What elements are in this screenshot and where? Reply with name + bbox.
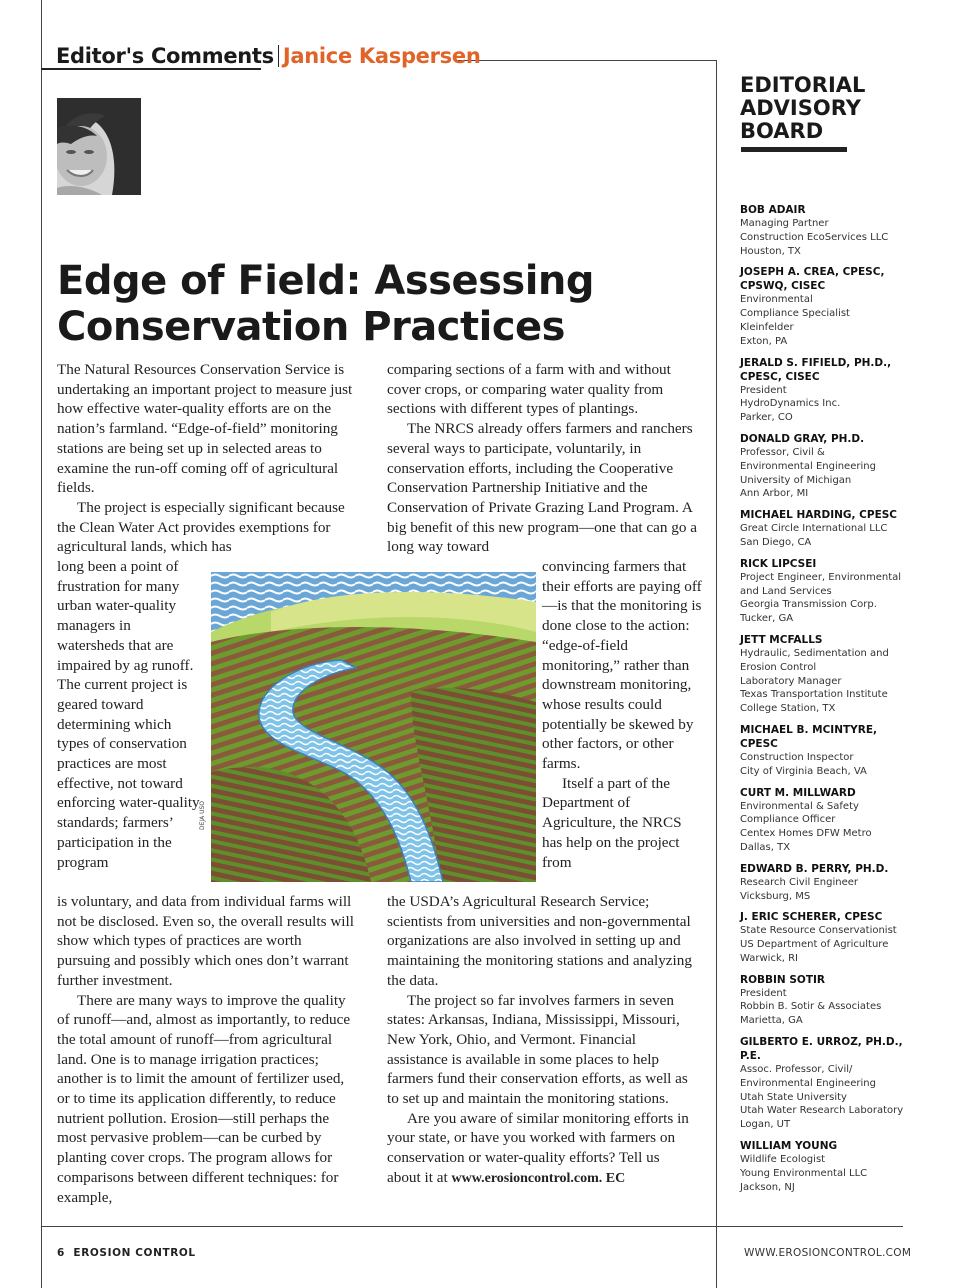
board-member-detail: Vicksburg, MS <box>740 890 811 902</box>
paragraph-4-wrap: convincing farmers that their efforts are paying off—is that the monitoring is done close to the action: “edge-of-field monitoring,” rather than downstream monitoring, whose results could potentially be skewed by other factors, or other farms. <box>542 558 702 773</box>
board-member <box>740 356 912 425</box>
article-column-1-wrap <box>57 557 202 872</box>
board-member <box>740 432 912 501</box>
article-column-2-wrap <box>542 557 702 872</box>
board-member-detail: Jackson, NJ <box>740 1181 795 1193</box>
paragraph-3: There are many ways to improve the quality of runoff—and, almost as importantly, to reduce the total amount of runoff—from agricultural land. One is to manage irrigation practices; another is to limit the amount of fertilizer used, or to time its application differently, to reduce nutrient pollution. Erosion—still perhaps the most pervasive problem—can be curbed by planting cover crops. The program allows for comparisons between different techniques: for example, <box>57 991 351 1206</box>
board-member-detail: Marietta, GA <box>740 1015 803 1027</box>
board-member-detail: Laboratory Manager <box>740 675 842 687</box>
board-member-detail: US Department of Agriculture <box>740 939 889 951</box>
section-header <box>56 44 480 68</box>
footer-website[interactable]: WWW.EROSIONCONTROL.COM <box>744 1247 912 1259</box>
title-line-1: Edge of Field: Assessing <box>57 258 595 304</box>
board-member-detail: Exton, PA <box>740 335 788 347</box>
board-member-name: JETT MCFALLS <box>740 633 823 646</box>
board-member <box>740 973 912 1028</box>
board-title <box>740 74 865 143</box>
board-member <box>740 1139 912 1194</box>
board-member-detail: Environmental & Safety <box>740 800 859 812</box>
farm-field-illustration <box>211 572 536 882</box>
article-column-2-bottom <box>387 892 697 1189</box>
board-member-detail: President <box>740 987 787 999</box>
board-member <box>740 786 912 855</box>
author-name: Janice Kaspersen <box>282 44 481 68</box>
board-member-name: J. ERIC SCHERER, CPESC <box>740 911 883 924</box>
column-divider <box>716 60 717 1288</box>
board-member-detail: Assoc. Professor, Civil/ <box>740 1064 853 1076</box>
board-member-detail: Utah State University <box>740 1091 847 1103</box>
section-label: Editor's Comments <box>56 44 274 68</box>
board-member-detail: Utah Water Research Laboratory <box>740 1105 904 1117</box>
board-member-detail: State Resource Conservationist <box>740 925 897 937</box>
board-member-detail: Erosion Control <box>740 661 817 673</box>
board-member-detail: President <box>740 384 787 396</box>
board-member-name: DONALD GRAY, PH.D. <box>740 432 865 445</box>
board-member-detail: Robbin B. Sotir & Associates <box>740 1001 882 1013</box>
board-member-detail: Professor, Civil & <box>740 446 825 458</box>
article-column-1-top <box>57 360 357 557</box>
article-column-2-top <box>387 360 697 557</box>
board-member-detail: Managing Partner <box>740 218 829 229</box>
paragraph-1: The Natural Resources Conservation Service is undertaking an important project to measure just how effective water-quality efforts are on the nation’s farmland. “Edge-of-field” monitoring stations are being set up in selected areas to examine the run-off coming off of agricultural fields. <box>57 361 353 497</box>
board-member-detail: Research Civil Engineer <box>740 876 858 888</box>
board-member <box>740 723 912 779</box>
board-member-detail: Logan, UT <box>740 1119 791 1131</box>
board-member-detail: Wildlife Ecologist <box>740 1154 826 1166</box>
image-credit: DEJA USO <box>199 800 206 830</box>
board-title-bar <box>741 147 847 152</box>
board-title-line-1: EDITORIAL <box>740 73 866 97</box>
board-member-detail: Georgia Transmission Corp. <box>740 599 877 611</box>
board-member-detail: Construction Inspector <box>740 751 854 763</box>
paragraph-6: The project so far involves farmers in seven states: Arkansas, Indiana, Mississippi, Missouri, New York, Ohio, and Vermont. Financial assistance is available in some places to help farmers fund their conservation efforts, as well as to set up and maintain the monitoring stations. <box>387 991 688 1108</box>
footer-folio <box>57 1247 196 1259</box>
publication-name: EROSION CONTROL <box>73 1247 196 1259</box>
board-member <box>740 633 912 716</box>
board-member-detail: College Station, TX <box>740 703 836 715</box>
board-member-detail: Tucker, GA <box>740 613 794 625</box>
header-rule <box>454 60 717 61</box>
title-line-2: Conservation Practices <box>57 304 565 350</box>
paragraph-5-start: Itself a part of the Department of Agriculture, the NRCS has help on the project from <box>542 774 682 871</box>
board-member <box>740 1035 912 1132</box>
board-member-detail: and Land Services <box>740 585 832 597</box>
board-member-name: JOSEPH A. CREA, CPESC, CPSWQ, CISEC <box>740 266 885 293</box>
board-member-name: GILBERTO E. URROZ, PH.D., P.E. <box>740 1036 903 1063</box>
board-member-detail: Kleinfelder <box>740 321 794 333</box>
board-member-name: BOB ADAIR <box>740 204 806 216</box>
board-member-detail: Project Engineer, Environmental <box>740 571 902 583</box>
board-member-detail: Environmental <box>740 294 813 306</box>
board-member-name: WILLIAM YOUNG <box>740 1140 838 1153</box>
board-member <box>740 508 912 550</box>
footer-rule <box>41 1226 903 1227</box>
closing-question: Are you aware of similar monitoring efforts in your state, or have you worked with farmers on conservation or water-quality efforts? Tell us about it at <box>387 1109 689 1186</box>
board-member <box>740 203 912 258</box>
paragraph-2-end: is voluntary, and data from individual farms will not be disclosed. Even so, the overall results will show which types of practices are worth pursuing and possibly which ones don’t warrant further investment. <box>57 893 354 989</box>
paragraph-2-wrap: long been a point of frustration for many urban water-quality managers in watersheds that are impaired by ag runoff. The current project is geared toward determining which types of conservation practices are most effective, not toward enforcing water-quality standards; farmers’ participation in the program <box>57 558 200 871</box>
board-member-detail: San Diego, CA <box>740 536 812 548</box>
board-member <box>740 557 912 626</box>
board-member <box>740 910 912 965</box>
board-title-line-2: ADVISORY <box>740 96 861 120</box>
board-member-detail: Ann Arbor, MI <box>740 488 809 500</box>
board-member-detail: Warwick, RI <box>740 952 798 964</box>
board-member-detail: Dallas, TX <box>740 841 791 853</box>
board-member-name: RICK LIPCSEI <box>740 557 817 570</box>
board-member-name: ROBBIN SOTIR <box>740 973 826 986</box>
paragraph-3-end: comparing sections of a farm with and without cover crops, or comparing water quality from sections with different types of plantings. <box>387 361 671 418</box>
board-member <box>740 265 912 348</box>
board-member-detail: Parker, CO <box>740 412 793 424</box>
header-underline <box>41 68 261 70</box>
board-member-name: MICHAEL B. MCINTYRE, CPESC <box>740 723 878 750</box>
article-title <box>57 258 617 350</box>
paragraph-5-end: the USDA’s Agricultural Research Service; scientists from universities and non-governmental organizations are also involved in setting up and maintaining the monitoring stations and analyzing the data. <box>387 893 692 989</box>
board-member-detail: Texas Transportation Institute <box>740 689 888 701</box>
board-member-detail: Environmental Engineering <box>740 460 876 472</box>
page-number: 6 <box>57 1247 65 1259</box>
paragraph-2-start: The project is especially significant because the Clean Water Act provides exemptions for agricultural lands, which has <box>57 498 345 556</box>
board-member-detail: Young Environmental LLC <box>740 1167 868 1179</box>
board-member-name: CURT M. MILLWARD <box>740 786 856 799</box>
board-member-detail: Great Circle International LLC <box>740 523 888 535</box>
board-member-detail: HydroDynamics Inc. <box>740 398 841 410</box>
board-member-name: MICHAEL HARDING, CPESC <box>740 509 898 522</box>
board-member-name: EDWARD B. PERRY, PH.D. <box>740 862 889 875</box>
board-member-detail: Construction EcoServices LLC <box>740 231 889 243</box>
header-separator <box>278 45 279 67</box>
board-member-detail: University of Michigan <box>740 474 852 486</box>
website-link[interactable]: www.erosioncontrol.com. EC <box>451 1170 626 1186</box>
paragraph-7 <box>387 1109 697 1189</box>
board-member-detail: Centex Homes DFW Metro <box>740 828 872 840</box>
board-member-detail: Environmental Engineering <box>740 1077 876 1089</box>
board-title-line-3: BOARD <box>740 119 824 143</box>
article-column-1-bottom <box>57 892 357 1207</box>
board-member-detail: Hydraulic, Sedimentation and <box>740 647 889 659</box>
board-member-name: JERALD S. FIFIELD, PH.D., CPESC, CISEC <box>740 356 892 383</box>
board-member-detail: Compliance Officer <box>740 814 836 826</box>
board-member-detail: Compliance Specialist <box>740 308 850 320</box>
paragraph-4-start: The NRCS already offers farmers and ranchers several ways to participate, voluntarily, in conservation efforts, including the Cooperative Conservation Partnership Initiative and the Conservation of Private Grazing Land Program. A big benefit of this new program—one that can go a long way toward <box>387 420 697 556</box>
board-member <box>740 862 912 904</box>
left-border <box>41 0 42 1288</box>
board-member-detail: Houston, TX <box>740 245 801 257</box>
author-photo <box>57 98 141 195</box>
board-member-detail: City of Virginia Beach, VA <box>740 765 867 777</box>
board-member-list <box>740 203 912 1201</box>
